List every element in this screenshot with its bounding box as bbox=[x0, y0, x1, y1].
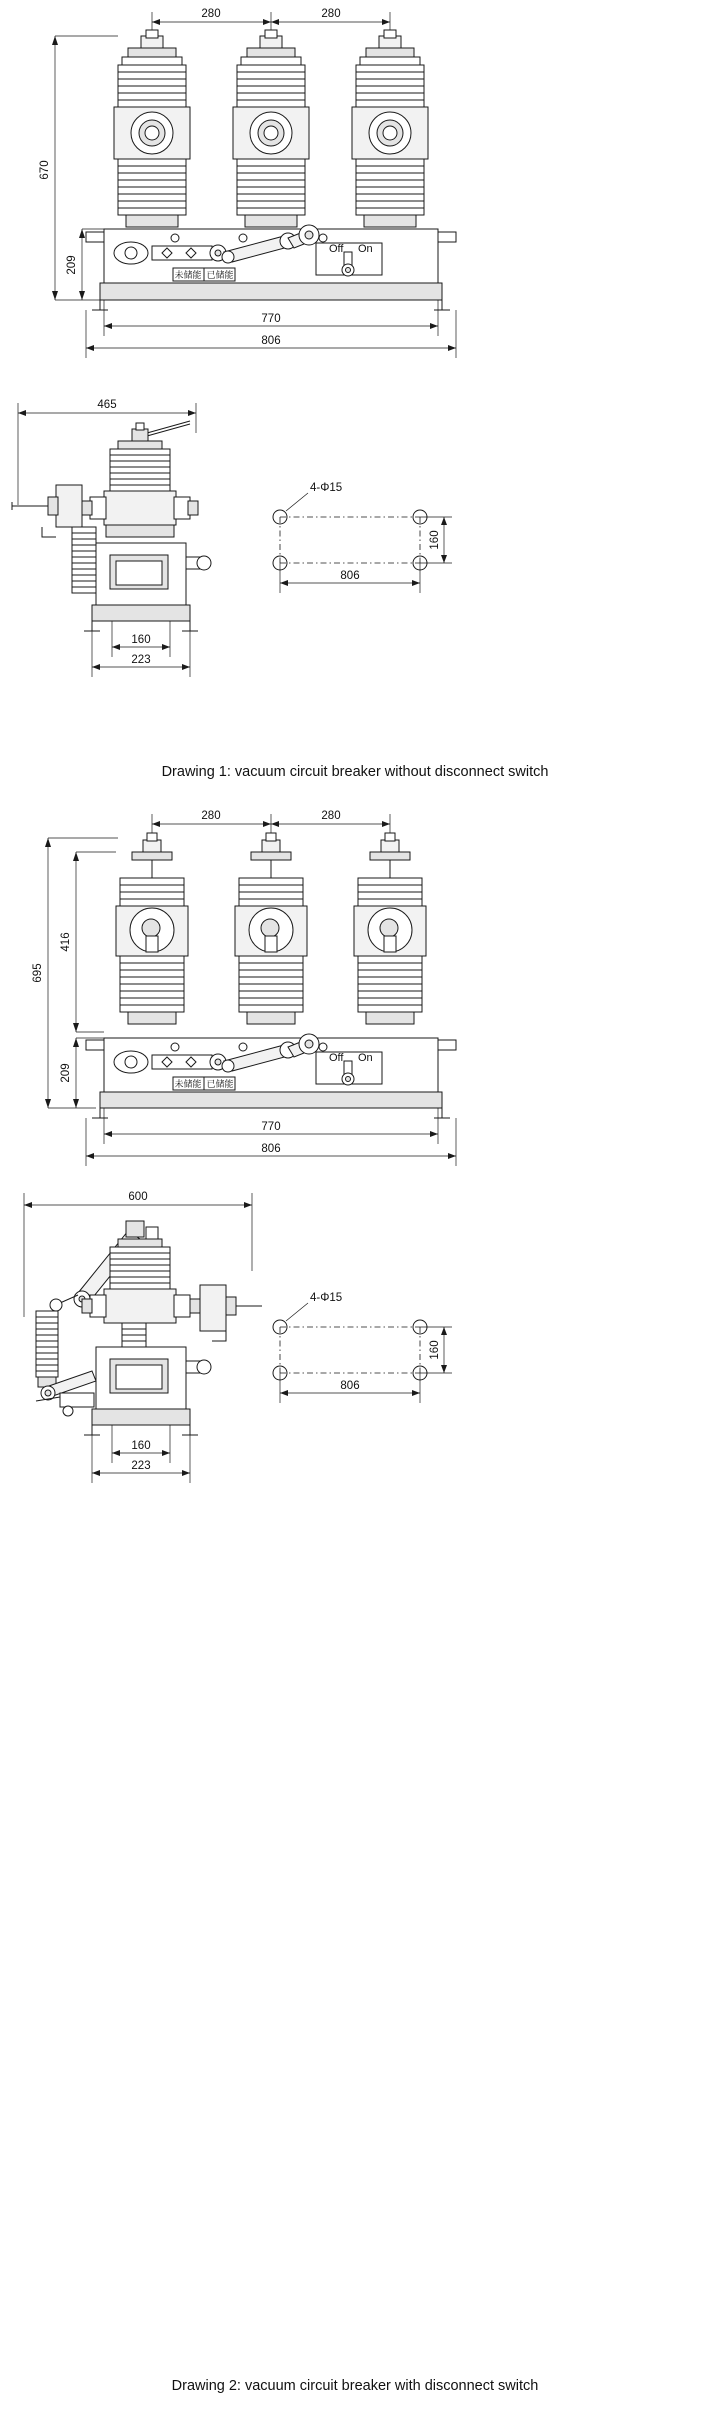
hole-callout: 4-Φ15 bbox=[310, 482, 343, 494]
drawing1-front-svg bbox=[0, 0, 710, 370]
dim-label: 280 bbox=[321, 8, 341, 20]
dim-770-a bbox=[104, 300, 438, 336]
dim-label: 160 bbox=[131, 634, 151, 646]
charge-indicator-right: 已储能 bbox=[206, 270, 234, 280]
dim-label: 770 bbox=[261, 313, 281, 325]
dim-label: 280 bbox=[201, 810, 221, 822]
drawing2-front-svg bbox=[0, 800, 710, 1180]
dim-280-d bbox=[271, 810, 390, 846]
dim-label: 209 bbox=[60, 1063, 72, 1083]
dim-label: 806 bbox=[340, 570, 360, 582]
mechanism-housing bbox=[86, 225, 456, 310]
mechanism-housing-2 bbox=[86, 1034, 456, 1118]
side-elevation-body-2 bbox=[36, 1221, 262, 1435]
label-on: On bbox=[358, 243, 373, 255]
dim-416 bbox=[60, 852, 116, 1032]
dim-label: 280 bbox=[321, 810, 341, 822]
label-off: Off bbox=[329, 243, 344, 255]
dim-label: 670 bbox=[39, 160, 51, 180]
dim-label: 806 bbox=[340, 1380, 360, 1392]
mounting-hole-plan-2 bbox=[273, 1292, 452, 1403]
figure-drawing1-side bbox=[0, 385, 710, 735]
hole-callout: 4-Φ15 bbox=[310, 1292, 343, 1304]
dim-label: 160 bbox=[429, 530, 441, 550]
on-off-panel bbox=[316, 243, 382, 276]
charge-indicator-left: 未储能 bbox=[174, 270, 202, 280]
dim-280-c bbox=[152, 810, 271, 846]
mounting-hole-plan-1 bbox=[273, 482, 452, 593]
dim-label: 160 bbox=[429, 1340, 441, 1360]
dim-160-c bbox=[112, 1425, 170, 1463]
dim-160-a bbox=[112, 621, 170, 657]
dim-label: 806 bbox=[261, 1143, 281, 1155]
pole-assembly-group bbox=[114, 30, 428, 227]
caption-drawing-2: Drawing 2: vacuum circuit breaker with disconnect switch bbox=[171, 2378, 539, 2394]
dim-label: 465 bbox=[97, 399, 117, 411]
drawing1-side-svg bbox=[0, 385, 710, 735]
charge-indicator-right: 已储能 bbox=[206, 1079, 234, 1089]
side-elevation-body bbox=[12, 421, 211, 631]
dim-label: 280 bbox=[201, 8, 221, 20]
dim-label: 223 bbox=[131, 654, 151, 666]
figure-drawing1-front bbox=[0, 0, 710, 370]
charge-indicator-left: 未储能 bbox=[174, 1079, 202, 1089]
dim-280-a bbox=[152, 8, 271, 44]
on-off-panel-2 bbox=[316, 1052, 382, 1085]
dim-280-b bbox=[271, 8, 390, 44]
dim-label: 806 bbox=[261, 335, 281, 347]
dim-label: 160 bbox=[131, 1440, 151, 1452]
figure-drawing2-side bbox=[0, 1175, 710, 1555]
dim-770-b bbox=[104, 1108, 438, 1144]
drawing2-side-svg bbox=[0, 1175, 710, 1555]
dim-label: 600 bbox=[128, 1191, 148, 1203]
dim-label: 770 bbox=[261, 1121, 281, 1133]
dim-label: 223 bbox=[131, 1460, 151, 1472]
label-on: On bbox=[358, 1052, 373, 1064]
dim-label: 416 bbox=[60, 932, 72, 952]
dim-label: 695 bbox=[32, 963, 44, 983]
figure-drawing2-front bbox=[0, 800, 710, 1180]
caption-drawing-1: Drawing 1: vacuum circuit breaker without disconnect switch bbox=[161, 764, 549, 780]
pole-assembly-group-2 bbox=[116, 833, 426, 1024]
dim-label: 209 bbox=[66, 255, 78, 275]
label-off: Off bbox=[329, 1052, 344, 1064]
